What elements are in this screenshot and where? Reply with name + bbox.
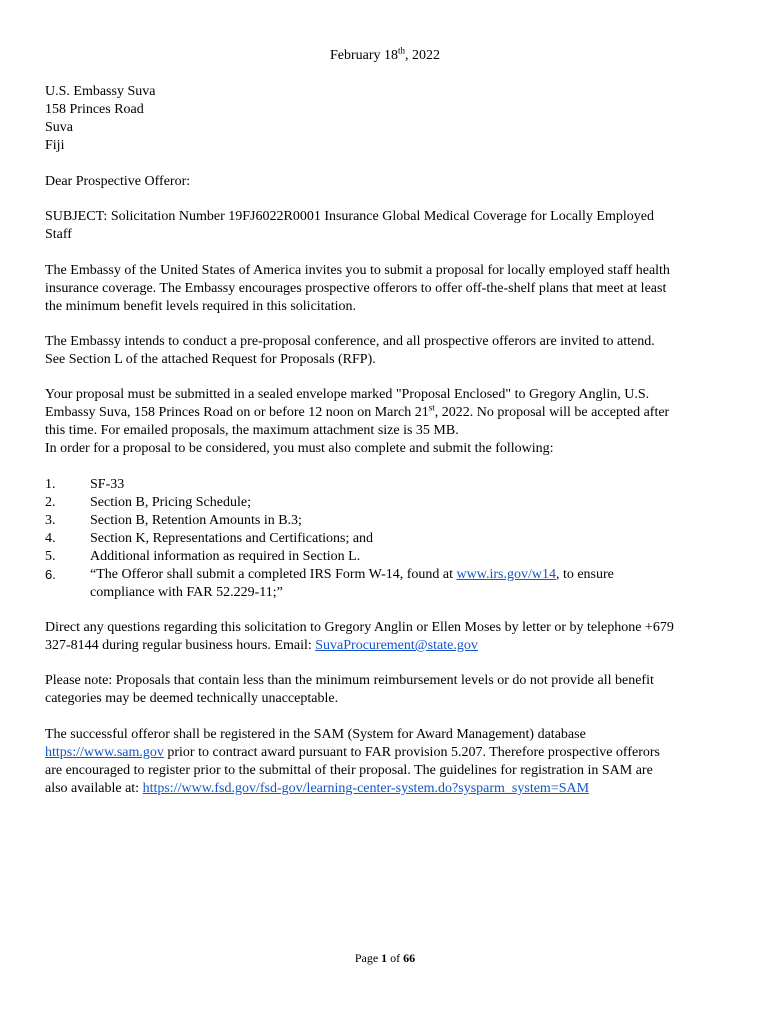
irs-form-link[interactable]: www.irs.gov/w14: [456, 567, 556, 582]
paragraph-conference: The Embassy intends to conduct a pre-proposal conference, and all prospective offerors are invited to attend. See Section L of the attached Request for Proposals (RFP).: [45, 334, 655, 367]
list-item: 4. Section K, Representations and Certifications; and: [45, 531, 374, 546]
email-link[interactable]: SuvaProcurement@state.gov: [315, 638, 478, 653]
list-item: 3. Section B, Retention Amounts in B.3;: [45, 513, 302, 528]
recipient-address: [45, 83, 735, 155]
sam-gov-link[interactable]: https://www.sam.gov: [45, 745, 164, 760]
list-item: 1. SF-33: [45, 477, 125, 492]
paragraph-sam-registration: The successful offeror shall be registered in the SAM (System for Award Management) database https://www.sam.gov prior to contract award pursuant to FAR provision 5.207. Therefore prospective offerors are encouraged to register prior to the submittal of their proposal. The guidelines for registration in SAM are also available at: https://www.fsd.gov/fsd-gov/learning-center-system.do?sysparm_system=SAM: [45, 727, 660, 796]
fsd-gov-link[interactable]: https://www.fsd.gov/fsd-gov/learning-center-system.do?sysparm_system=SAM: [142, 781, 590, 796]
requirements-list: [45, 476, 735, 602]
list-item: 6. “The Offeror shall submit a completed IRS Form W-14, found at www.irs.gov/w14, to ensure: [45, 567, 614, 582]
page-number-footer: Page 1 of 66: [354, 951, 416, 965]
salutation: Dear Prospective Offeror:: [45, 174, 191, 189]
paragraph-submission: Your proposal must be submitted in a sealed envelope marked "Proposal Enclosed" to Gregory Anglin, U.S. Embassy Suva, 158 Princes Road on or before 12 noon on March 21st, 2022. No proposal will be accepted after this time. For emailed proposals, the maximum attachment size is 35 MB. In order for a proposal to be considered, you must also complete and submit the following:: [45, 387, 670, 456]
paragraph-note: Please note: Proposals that contain less than the minimum reimbursement levels or do not provide all benefit categories may be deemed technically unacceptable.: [45, 673, 654, 706]
address-line: 158 Princes Road: [45, 102, 144, 117]
subject-line: SUBJECT: Solicitation Number 19FJ6022R0001 Insurance Global Medical Coverage for Locally Employed Staff: [45, 209, 654, 242]
letter-date: February 18th, 2022: [329, 45, 441, 63]
address-line: Suva: [45, 120, 73, 135]
paragraph-invitation: The Embassy of the United States of America invites you to submit a proposal for locally employed staff health insurance coverage. The Embassy encourages prospective offerors to offer off-the-shelf plans that meet at least the minimum benefit levels required in this solicitation.: [45, 263, 670, 314]
address-line: U.S. Embassy Suva: [45, 84, 156, 99]
address-line: Fiji: [45, 138, 65, 153]
list-item: 5. Additional information as required in Section L.: [45, 549, 361, 564]
paragraph-questions: Direct any questions regarding this solicitation to Gregory Anglin or Ellen Moses by letter or by telephone +679 327-8144 during regular business hours. Email: SuvaProcurement@state.gov: [45, 620, 674, 653]
list-item-continuation: compliance with FAR 52.229-11;”: [90, 585, 283, 600]
list-item: 2. Section B, Pricing Schedule;: [45, 495, 251, 510]
